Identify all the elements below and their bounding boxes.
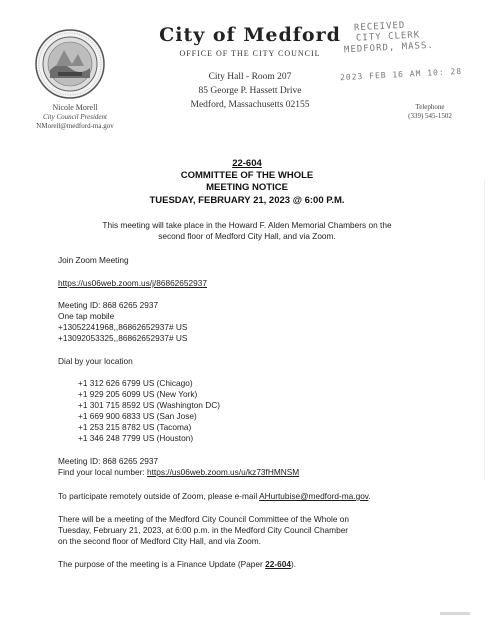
- paper-number: 22-604: [232, 158, 262, 169]
- dial-number-san-jose: +1 669 900 6833 US (San Jose): [78, 411, 197, 421]
- meeting-id-1: Meeting ID: 868 6265 2937: [58, 300, 159, 310]
- sender-role: City Council President: [43, 113, 107, 121]
- meeting-line-3: on the second floor of Medford City Hall, and via Zoom.: [58, 536, 261, 546]
- committee-title: COMMITTEE OF THE WHOLE: [180, 170, 314, 181]
- meeting-date: TUESDAY, FEBRUARY 21, 2023 @ 6:00 P.M.: [149, 195, 345, 206]
- intro-line-1: This meeting will take place in the Howard F. Alden Memorial Chambers on the: [102, 220, 392, 230]
- purpose-label: The purpose of the meeting is a Finance Update (Paper: [58, 559, 266, 569]
- remote-email-link[interactable]: AHurtubise@medford-ma.gov: [259, 491, 369, 501]
- received-stamp-date: 2023 FEB 16 AM 10: 28: [339, 66, 463, 83]
- dial-number-washington: +1 301 715 8592 US (Washington DC): [78, 400, 220, 410]
- purpose-line: [58, 559, 296, 569]
- city-seal-icon: [34, 28, 106, 100]
- intro-line-2: second floor of Medford City Hall, and via Zoom.: [158, 231, 336, 241]
- city-title: City of Medford: [159, 24, 341, 46]
- purpose-paper-link[interactable]: 22-604: [265, 559, 291, 569]
- sender-email: NMorell@medford-ma.gov: [36, 122, 114, 130]
- find-local-label: Find your local number:: [58, 467, 148, 477]
- address-line-3: Medford, Massachusetts 02155: [190, 100, 310, 110]
- join-zoom-label: Join Zoom Meeting: [58, 255, 129, 265]
- dial-number-houston: +1 346 248 7799 US (Houston): [78, 433, 194, 443]
- address-line-2: 85 George P. Hassett Drive: [198, 86, 302, 96]
- purpose-suffix: ).: [290, 559, 297, 569]
- remote-suffix: .: [368, 491, 371, 501]
- scan-footer-mark: [440, 612, 470, 615]
- sender-name: Nicole Morell: [52, 103, 98, 112]
- received-stamp-line-2: CITY CLERK: [355, 30, 421, 44]
- remote-label: To participate remotely outside of Zoom, please e-mail: [58, 491, 260, 501]
- one-tap-number-1[interactable]: +13052241968,,86862652937# US: [58, 322, 188, 332]
- one-tap-label: One tap mobile: [58, 311, 115, 321]
- office-title: OFFICE OF THE CITY COUNCIL: [179, 49, 321, 58]
- dial-number-new-york: +1 929 205 6099 US (New York): [78, 389, 198, 399]
- scan-edge-mark: [484, 180, 485, 480]
- find-local-number: [58, 467, 299, 477]
- phone-label: Telephone: [415, 103, 445, 111]
- received-stamp-line-3: MEDFORD, MASS.: [343, 40, 435, 56]
- received-stamp-line-1: RECEIVED: [353, 20, 406, 34]
- meeting-line-1: There will be a meeting of the Medford City Council Committee of the Whole on: [58, 514, 349, 524]
- dial-label: Dial by your location: [58, 356, 133, 366]
- address-line-1: City Hall - Room 207: [208, 72, 292, 82]
- notice-title: MEETING NOTICE: [206, 182, 288, 193]
- find-local-link[interactable]: https://us06web.zoom.us/u/kz73fHMNSM: [147, 467, 300, 477]
- one-tap-number-2[interactable]: +13092053325,,86862652937# US: [58, 333, 188, 343]
- remote-participation: [58, 491, 371, 501]
- meeting-id-2: Meeting ID: 868 6265 2937: [58, 456, 159, 466]
- meeting-line-2: Tuesday, February 21, 2023, at 6:00 p.m. in the Medford City Council Chamber: [58, 525, 349, 535]
- dial-number-chicago: +1 312 626 6799 US (Chicago): [78, 378, 193, 388]
- dial-number-tacoma: +1 253 215 8782 US (Tacoma): [78, 422, 192, 432]
- phone-number: (339) 545-1502: [408, 112, 452, 120]
- join-zoom-link[interactable]: https://us06web.zoom.us/j/86862652937: [58, 278, 207, 288]
